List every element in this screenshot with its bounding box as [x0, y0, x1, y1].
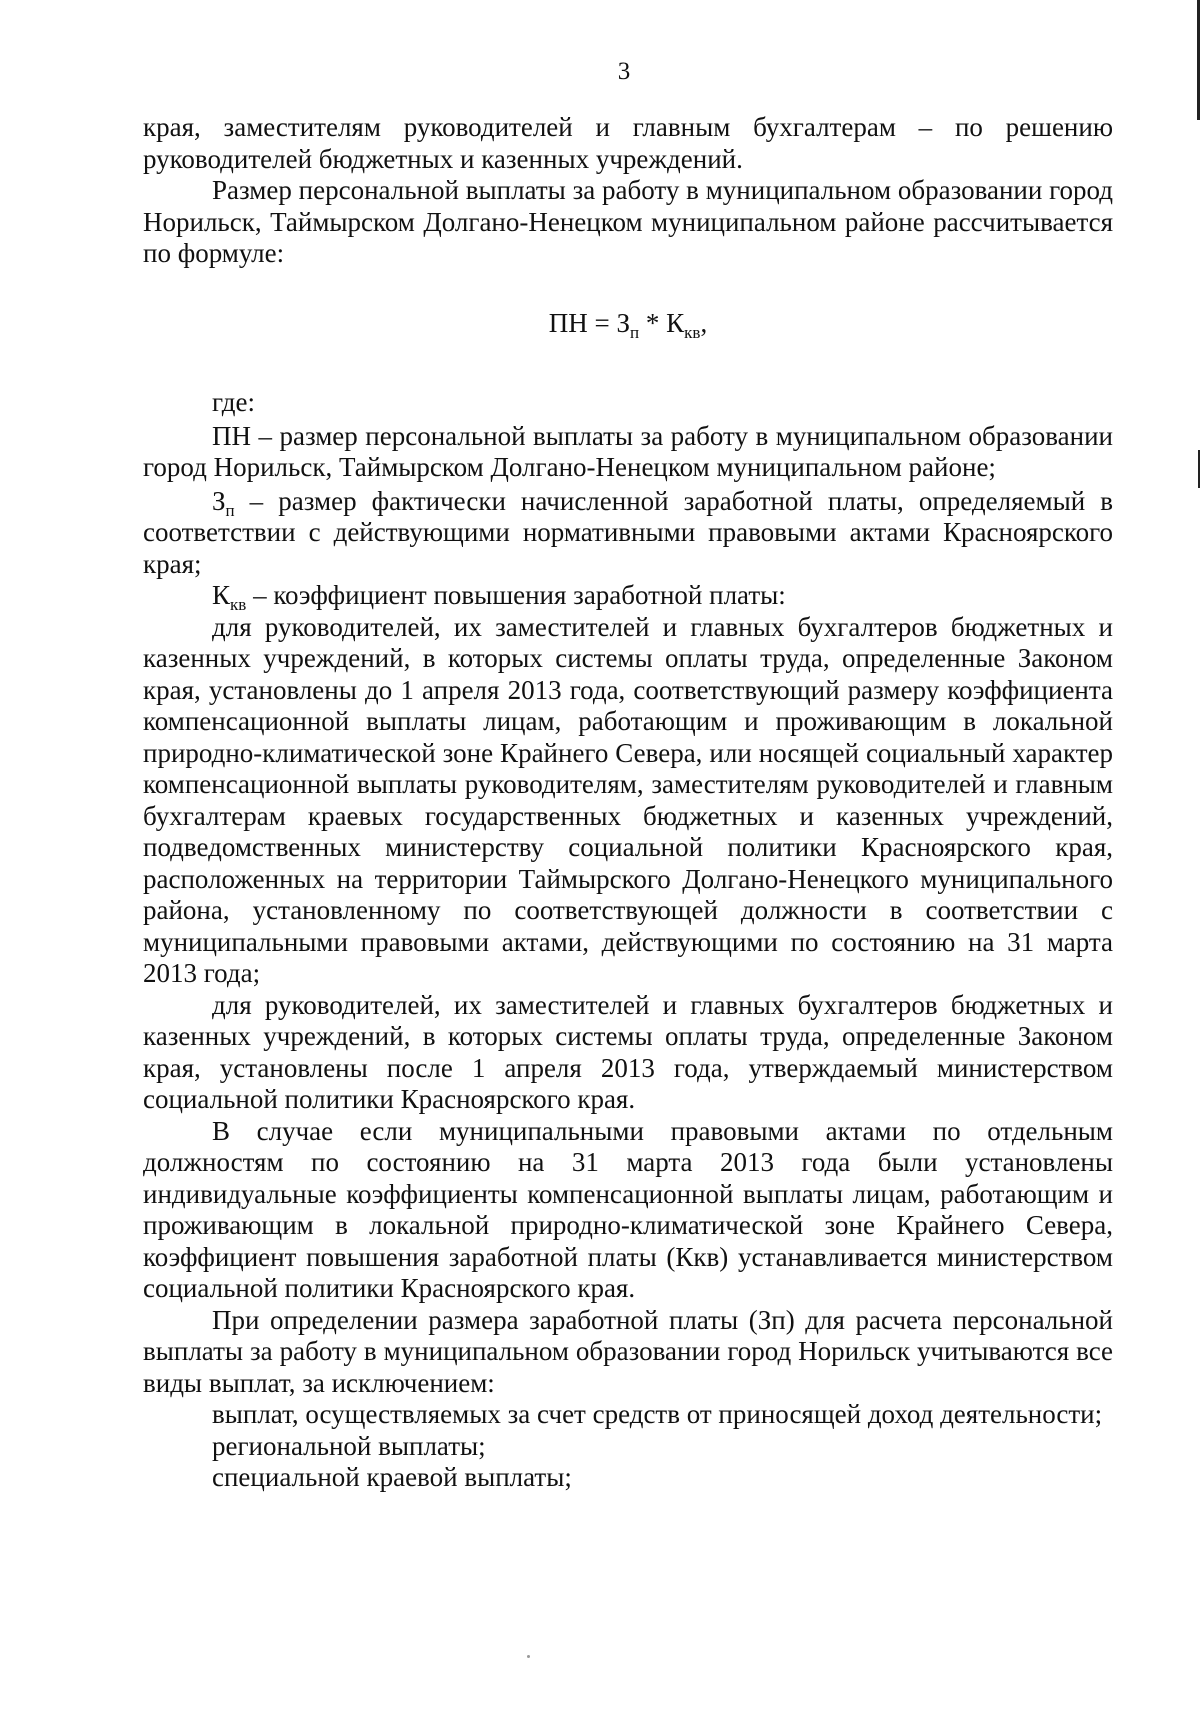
paragraph: для руководителей, их заместителей и главных бухгалтеров бюджетных и казенных учреждений, в которых системы оплаты труда, определенные Законом края, установлены после 1 апреля 2013 года, утверждаемый министерством социальной политики Красноярского края.	[143, 989, 1113, 1114]
symbol-subscript: кв	[230, 595, 247, 614]
symbol-subscript: п	[225, 500, 235, 520]
formula	[143, 308, 1113, 340]
paragraph: ПН – размер персональной выплаты за работу в муниципальном образовании город Норильск, Таймырском Долгано-Ненецком муниципальном районе;	[143, 420, 1113, 482]
formula-tail: ,	[700, 307, 708, 338]
paragraph: В случае если муниципальными правовыми актами по отдельным должностям по состоянию на 31 марта 2013 года были установлены индивидуальные коэффициенты компенсационной выплаты лицам, работающим и проживающим в локальной природно-климатической зоне Крайнего Севера, коэффициент повышения заработной платы (Ккв) устанавливается министерством социальной политики Красноярского края.	[143, 1115, 1113, 1303]
paragraph	[143, 580, 1113, 612]
paragraph: где:	[212, 387, 255, 417]
symbol: К	[212, 580, 231, 610]
formula-mid: * К	[639, 307, 685, 338]
scan-speck	[527, 1655, 530, 1658]
paragraph-text: – коэффициент повышения заработной платы:	[246, 580, 786, 610]
page-number: 3	[617, 58, 631, 85]
formula-subscript: кв	[684, 322, 701, 342]
paragraph-text: – размер фактически начисленной заработной платы, определяемый в соответствии с действующими нормативными правовыми актами Красноярского края;	[143, 485, 1113, 579]
paragraph: специальной краевой выплаты;	[212, 1462, 572, 1492]
document-body	[143, 112, 1113, 1494]
paragraph: выплат, осуществляемых за счет средств от приносящей доход деятельности;	[212, 1399, 1103, 1429]
formula-lhs: ПН = З	[548, 307, 631, 338]
paragraph: Размер персональной выплаты за работу в муниципальном образовании город Норильск, Таймырском Долгано-Ненецком муниципальном районе рассчитывается по формуле:	[143, 175, 1113, 268]
paragraph: для руководителей, их заместителей и главных бухгалтеров бюджетных и казенных учреждений, в которых системы оплаты труда, определенные Законом края, установлены до 1 апреля 2013 года, соответствующий размеру коэффициента компенсационной выплаты лицам, работающим и проживающим в локальной природно-климатической зоне Крайнего Севера, или носящей социальный характер компенсационной выплаты руководителям, заместителям руководителей и главным бухгалтерам краевых государственных бюджетных и казенных учреждений, подведомственных министерству социальной политики Красноярского края, расположенных на территории Таймырского Долгано-Ненецкого муниципального района, установленному по соответствующей должности в соответствии с муниципальными правовыми актами, действующими по состоянию на 31 марта 2013 года;	[143, 611, 1113, 988]
paragraph: региональной выплаты;	[212, 1430, 486, 1461]
paragraph: При определении размера заработной платы (Зп) для расчета персональной выплаты за работу в муниципальном образовании город Норильск учитываются все виды выплат, за исключением:	[143, 1304, 1113, 1398]
symbol: З	[212, 485, 226, 516]
paragraph: края, заместителям руководителей и главным бухгалтерам – по решению руководителей бюджетных и казенных учреждений.	[143, 112, 1113, 174]
formula-subscript: п	[630, 322, 640, 342]
paragraph	[143, 486, 1113, 581]
